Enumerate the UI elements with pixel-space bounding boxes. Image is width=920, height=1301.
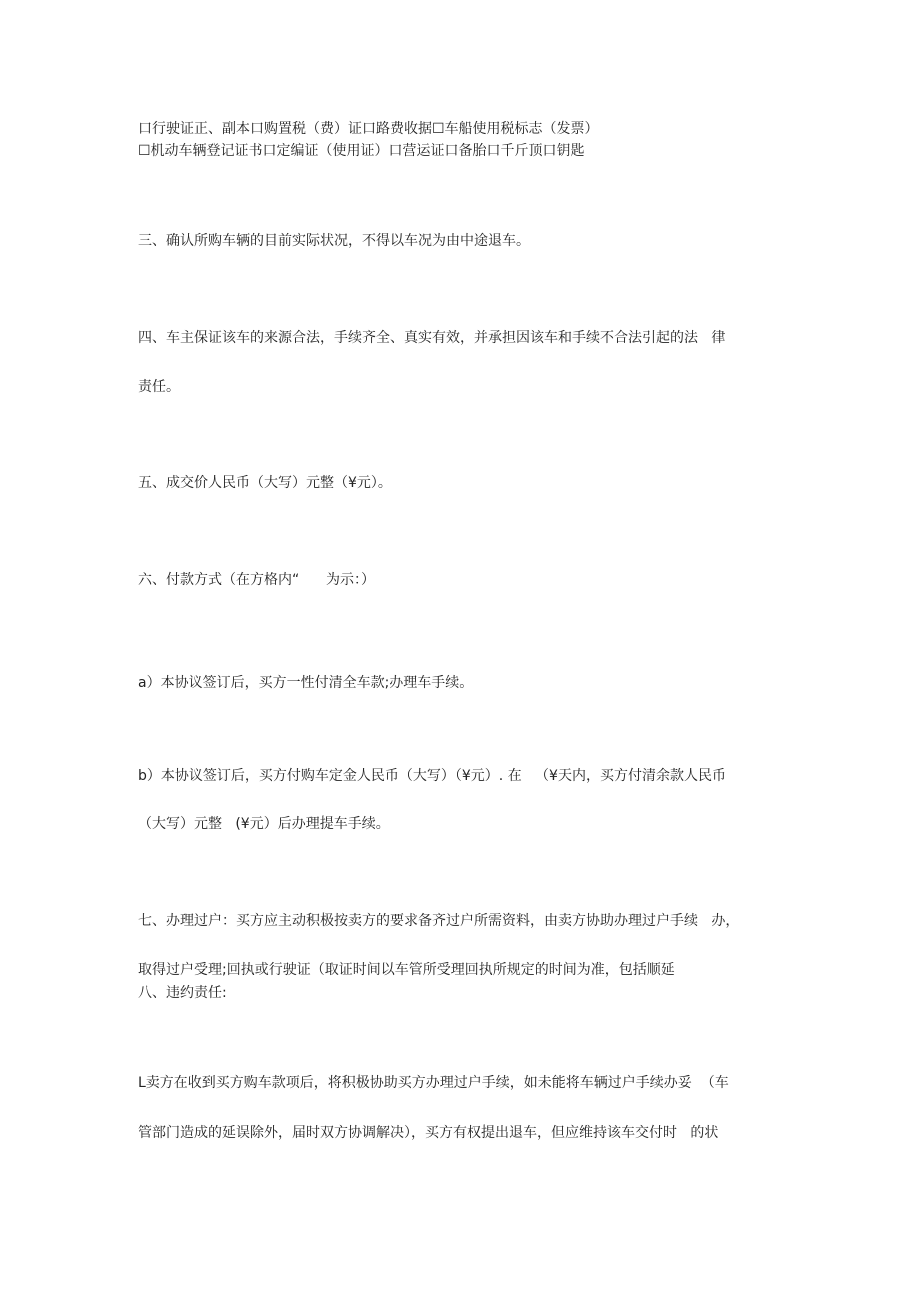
- document-line-section-8: 八、违约责任:: [138, 985, 227, 1001]
- document-line-option-b-cont: （大写）元整 (¥元）后办理提车手续。: [138, 816, 390, 832]
- document-line-clause-1: L卖方在收到买方购车款项后，将积极协助买方办理过户手续，如未能将车辆过户手续办妥 （车: [138, 1075, 729, 1091]
- document-line-section-5: 五、成交价人民币（大写）元整（¥元）。: [138, 475, 392, 491]
- document-line-section-6: 六、付款方式（在方格内“ 为示：）: [138, 572, 375, 588]
- document-line-clause-1-cont: 管部门造成的延误除外，届时双方协调解决），买方有权提出退车，但应维持该车交付时 的状: [138, 1125, 719, 1141]
- document-line-option-b: b）本协议签订后，买方付购车定金人民币（大写）（¥元）. 在 （¥天内，买方付清余款人民币: [138, 768, 726, 784]
- document-line-section-3: 三、确认所购车辆的目前实际状况，不得以车况为由中途退车。: [138, 233, 530, 249]
- document-line-section-7: 七、办理过户：买方应主动积极按卖方的要求备齐过户所需资料，由卖方协助办理过户手续 办，: [138, 913, 740, 929]
- document-line-section-7-cont: 取得过户受理;回执或行驶证（取证时间以车管所受理回执所规定的时间为准，包括顺延: [138, 962, 675, 978]
- document-line-section-4-cont: 责任。: [138, 379, 180, 395]
- document-line-checklist-2: ☐机动车辆登记证书口定编证（使用证）口营运证口备胎口千斤顶口钥匙: [138, 143, 585, 159]
- document-line-section-4: 四、车主保证该车的来源合法，手续齐全、真实有效，并承担因该车和手续不合法引起的法 律: [138, 330, 726, 346]
- document-line-checklist-1: 口行驶证正、副本口购置税（费）证口路费收据☐车船使用税标志（发票）: [138, 121, 599, 137]
- document-line-option-a: a）本协议签订后，买方一性付清全车款;办理车手续。: [138, 675, 474, 691]
